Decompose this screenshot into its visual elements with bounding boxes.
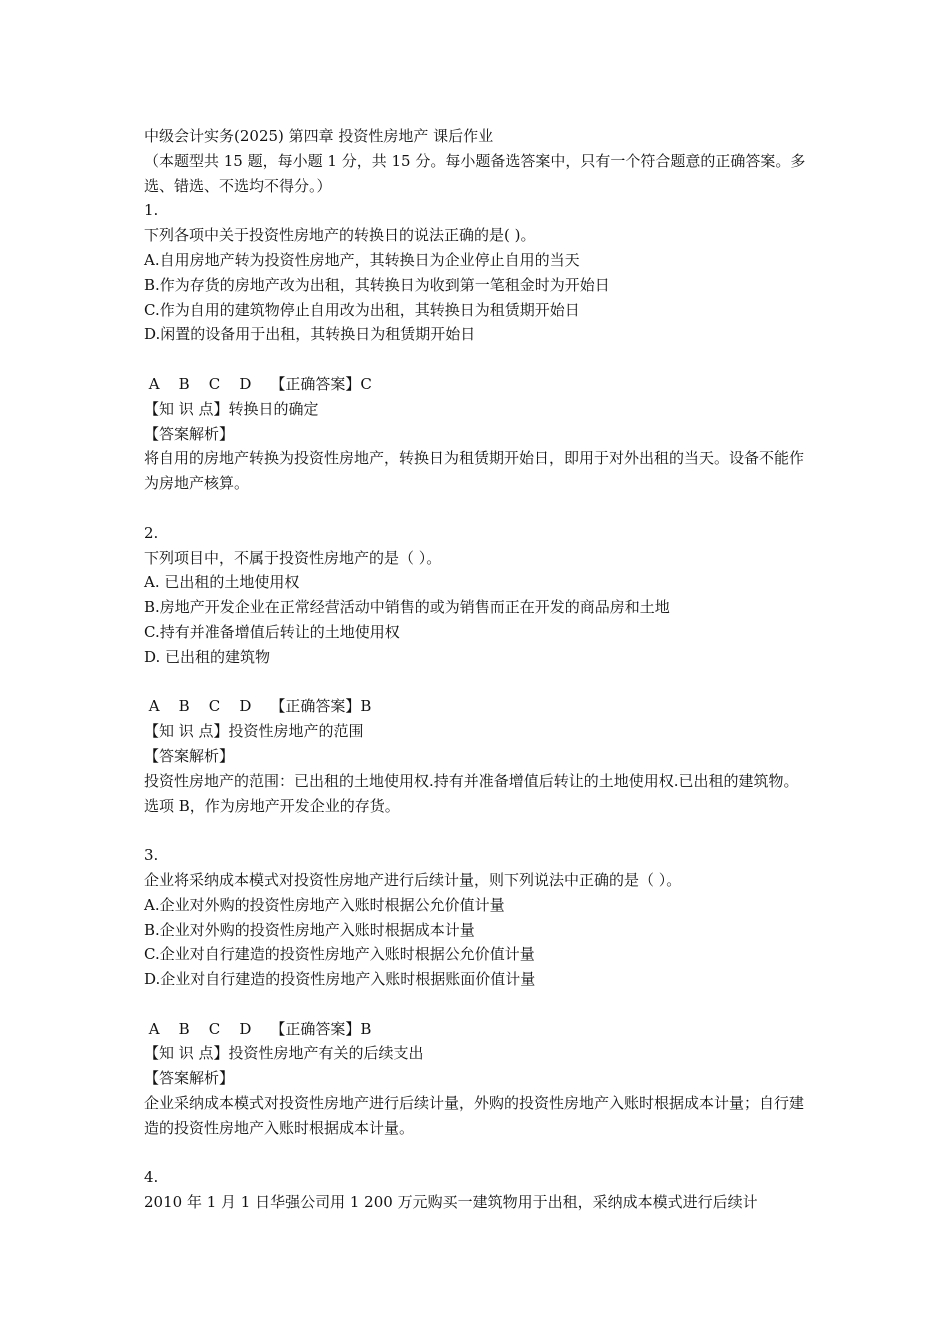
- option-b: B.作为存货的房地产改为出租，其转换日为收到第一笔租金时为开始日: [144, 275, 610, 294]
- knowledge-point: 【知 识 点】转换日的确定: [144, 399, 319, 418]
- question-1: [144, 198, 812, 520]
- spacer: [144, 1141, 812, 1166]
- spacer: [144, 992, 812, 1017]
- question-2: [144, 521, 812, 843]
- analysis-label: 【答案解析】: [144, 424, 235, 443]
- instructions: （本题型共 15 题，每小题 1 分，共 15 分。每小题备选答案中，只有一个符合题意的正确答案。多选、错选、不选均不得分。）: [144, 151, 806, 195]
- question-number: 3.: [144, 846, 159, 865]
- question-number: 4.: [144, 1168, 159, 1187]
- option-a: A.企业对外购的投资性房地产入账时根据公允价值计量: [144, 895, 505, 914]
- question-stem: 下列各项中关于投资性房地产的转换日的说法正确的是( )。: [144, 226, 536, 245]
- document-title: 中级会计实务(2025) 第四章 投资性房地产 课后作业: [144, 127, 494, 145]
- question-stem: 2010 年 1 月 1 日华强公司用 1 200 万元购买一建筑物用于出租，采纳成本模式进行后续计: [144, 1193, 758, 1212]
- spacer: [144, 670, 812, 695]
- document-page: [144, 124, 812, 1215]
- question-stem: 下列项目中，不属于投资性房地产的是（ ）。: [144, 548, 442, 567]
- question-3: [144, 843, 812, 1165]
- analysis-label: 【答案解析】: [144, 1069, 235, 1088]
- option-a: A. 已出租的土地使用权: [144, 573, 300, 592]
- question-number: 1.: [144, 201, 159, 220]
- answer-line: A B C D 【正确答案】B: [144, 697, 372, 716]
- option-c: C.作为自用的建筑物停止自用改为出租，其转换日为租赁期开始日: [144, 300, 580, 319]
- analysis-label: 【答案解析】: [144, 746, 235, 765]
- option-d: D.企业对自行建造的投资性房地产入账时根据账面价值计量: [144, 970, 536, 989]
- spacer: [144, 496, 812, 521]
- option-c: C.企业对自行建造的投资性房地产入账时根据公允价值计量: [144, 945, 535, 964]
- spacer: [144, 347, 812, 372]
- option-b: B.企业对外购的投资性房地产入账时根据成本计量: [144, 920, 475, 939]
- spacer: [144, 818, 812, 843]
- question-number: 2.: [144, 523, 159, 542]
- knowledge-point: 【知 识 点】投资性房地产有关的后续支出: [144, 1044, 424, 1063]
- option-c: C.持有并准备增值后转让的土地使用权: [144, 622, 400, 641]
- option-a: A.自用房地产转为投资性房地产，其转换日为企业停止自用的当天: [144, 250, 580, 269]
- option-d: D.闲置的设备用于出租，其转换日为租赁期开始日: [144, 325, 476, 344]
- question-stem: 企业将采纳成本模式对投资性房地产进行后续计量，则下列说法中正确的是（ ）。: [144, 870, 682, 889]
- option-b: B.房地产开发企业在正常经营活动中销售的或为销售而正在开发的商品房和土地: [144, 598, 670, 617]
- answer-line: A B C D 【正确答案】B: [144, 1019, 372, 1038]
- analysis-text: 企业采纳成本模式对投资性房地产进行后续计量，外购的投资性房地产入账时根据成本计量；自行建造的投资性房地产入账时根据成本计量。: [144, 1094, 805, 1137]
- answer-line: A B C D 【正确答案】C: [144, 374, 372, 393]
- analysis-text: 投资性房地产的范围：已出租的土地使用权.持有并准备增值后转让的土地使用权.已出租的建筑物。选项 B，作为房地产开发企业的存货。: [144, 771, 799, 815]
- analysis-text: 将自用的房地产转换为投资性房地产，转换日为租赁期开始日，即用于对外出租的当天。设备不能作为房地产核算。: [144, 449, 805, 493]
- question-4: [144, 1165, 812, 1215]
- knowledge-point: 【知 识 点】投资性房地产的范围: [144, 722, 364, 741]
- option-d: D. 已出租的建筑物: [144, 647, 271, 666]
